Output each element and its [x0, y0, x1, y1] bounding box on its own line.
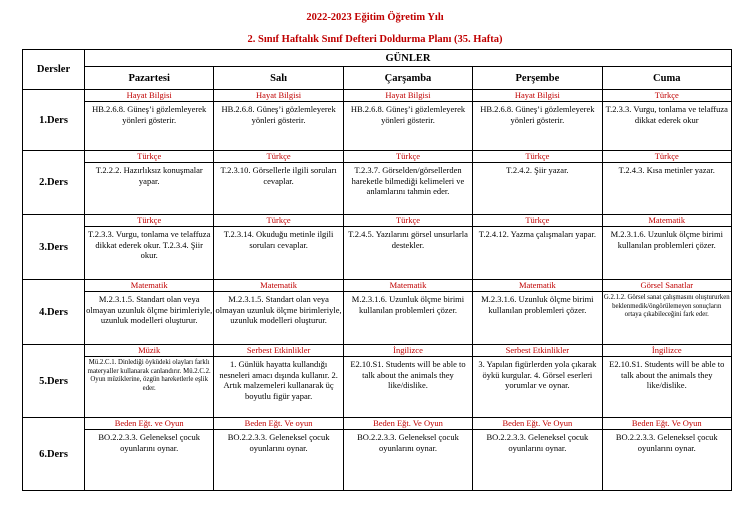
subject-label: Türkçe: [473, 215, 601, 227]
subject-label: Matematik: [473, 280, 601, 292]
objective-text: HB.2.6.8. Güneş’i gözlemleyerek yönleri gösterir.: [221, 104, 336, 125]
plan-cell: [602, 280, 731, 345]
objective-text: T.2.2.2. Hazırlıksız konuşmalar yapar.: [95, 165, 203, 186]
objective-text: T.2.3.7. Görselden/görsellerden hareketle bilmediği kelimeleri ve anlamlarını tahmin eder.: [351, 165, 465, 196]
objective-text: M.2.3.1.6. Uzunluk ölçme birimi kullanılan problemleri çözer.: [351, 294, 465, 315]
objective-text: HB.2.6.8. Güneş’i gözlemleyerek yönleri gösterir.: [350, 104, 466, 125]
plan-cell: [343, 151, 472, 215]
plan-cell: [85, 151, 214, 215]
objective-text: T.2.3.10. Görsellerle ilgili soruları cevaplar.: [220, 165, 337, 186]
subject-label: Türkçe: [214, 215, 342, 227]
objective-text: T.2.3.3. Vurgu, tonlama ve telaffuza dikkat ederek okur: [605, 104, 728, 125]
objective-text: T.2.4.12. Yazma çalışmaları yapar.: [478, 229, 596, 239]
objective-text: M.2.3.1.6. Uzunluk ölçme birimi kullanılan problemleri çözer.: [610, 229, 723, 250]
objective-text: G.2.1.2. Görsel sanat çalışmasını oluştururken beklenmedik/öngörülemeyen sonuçların ortaya çıkabileceğini fark eder.: [603, 294, 730, 319]
plan-cell: [343, 90, 472, 151]
plan-cell: [473, 280, 602, 345]
lesson-row: [23, 418, 732, 491]
subject-label: Türkçe: [603, 90, 731, 102]
subject-label: Matematik: [603, 215, 731, 227]
day-header: Çarşamba: [343, 67, 472, 90]
plan-cell: [602, 90, 731, 151]
subject-label: Türkçe: [85, 215, 213, 227]
plan-cell: [473, 418, 602, 491]
lesson-label: 4.Ders: [23, 280, 85, 345]
plan-cell: [85, 280, 214, 345]
plan-cell: [602, 151, 731, 215]
lesson-label: 1.Ders: [23, 90, 85, 151]
objective-text: BO.2.2.3.3. Geleneksel çocuk oyunlarını oynar.: [486, 432, 589, 453]
subject-label: Beden Eğt. ve Oyun: [85, 418, 213, 430]
plan-cell: [214, 90, 343, 151]
plan-cell: [214, 418, 343, 491]
objective-text: HB.2.6.8. Güneş’i gözlemleyerek yönleri gösterir.: [92, 104, 207, 125]
objective-text: Mü.2.C.1. Dinlediği öyküdeki olayları farklı materyaller kullanarak canlandırır. Mü.2.C.2. Oyun müziklerine, özgün hareketlerle eşlik eder.: [87, 359, 211, 392]
subject-label: Serbest Etkinlikler: [473, 345, 601, 357]
plan-cell: [214, 215, 343, 280]
lesson-row: [23, 345, 732, 418]
subject-label: Beden Eğt. Ve Oyun: [473, 418, 601, 430]
subject-label: Türkçe: [85, 151, 213, 163]
objective-text: M.2.3.1.6. Uzunluk ölçme birimi kullanılan problemleri çözer.: [481, 294, 594, 315]
objective-text: T.2.4.5. Yazılarını görsel unsurlarla destekler.: [348, 229, 468, 250]
day-header: Cuma: [602, 67, 731, 90]
lesson-row: [23, 151, 732, 215]
objective-text: T.2.3.3. Vurgu, tonlama ve telaffuza dikkat ederek okur. T.2.3.4. Şiir okur.: [88, 229, 211, 260]
plan-cell: [214, 280, 343, 345]
plan-cell: [343, 280, 472, 345]
plan-cell: [602, 215, 731, 280]
objective-text: T.2.4.2. Şiir yazar.: [506, 165, 569, 175]
plan-cell: [473, 90, 602, 151]
subject-label: Hayat Bilgisi: [85, 90, 213, 102]
objective-text: BO.2.2.3.3. Geleneksel çocuk oyunlarını oynar.: [615, 432, 718, 453]
page-subtitle: 2. Sınıf Haftalık Sınıf Defteri Doldurma Planı (35. Hafta): [247, 34, 503, 45]
plan-cell: [85, 345, 214, 418]
objective-text: E2.10.S1. Students will be able to talk about the animals they like/dislike.: [350, 359, 466, 390]
subject-label: Hayat Bilgisi: [344, 90, 472, 102]
plan-cell: [473, 151, 602, 215]
objective-text: E2.10.S1. Students will be able to talk about the animals they like/dislike.: [609, 359, 725, 390]
subject-label: Müzik: [85, 345, 213, 357]
objective-text: T.2.3.14. Okuduğu metinle ilgili soruları cevaplar.: [223, 229, 334, 250]
plan-cell: [85, 418, 214, 491]
page-title: 2022-2023 Eğitim Öğretim Yılı: [306, 12, 444, 23]
lesson-label: 3.Ders: [23, 215, 85, 280]
plan-cell: [602, 345, 731, 418]
subject-label: Serbest Etkinlikler: [214, 345, 342, 357]
subject-label: Beden Eğt. Ve Oyun: [344, 418, 472, 430]
subject-label: Beden Eğt. Ve Oyun: [603, 418, 731, 430]
objective-text: 3. Yapılan figürlerden yola çıkarak öykü kurgular. 4. Görsel eserleri yorumlar ve oynar.: [478, 359, 597, 390]
plan-cell: [473, 215, 602, 280]
dersler-header: Dersler: [23, 50, 85, 90]
lesson-label: 5.Ders: [23, 345, 85, 418]
plan-cell: [602, 418, 731, 491]
plan-cell: [214, 345, 343, 418]
lesson-row: [23, 215, 732, 280]
objective-text: HB.2.6.8. Güneş’i gözlemleyerek yönleri gösterir.: [480, 104, 595, 125]
objective-text: BO.2.2.3.3. Geleneksel çocuk oyunlarını oynar.: [98, 432, 201, 453]
subject-label: Matematik: [214, 280, 342, 292]
plan-cell: [343, 215, 472, 280]
subject-label: Türkçe: [473, 151, 601, 163]
subject-label: Türkçe: [344, 215, 472, 227]
objective-text: M.2.3.1.5. Standart olan veya olmayan uzunluk ölçme birimleriyle, uzunluk modelleri oluşturur.: [86, 294, 213, 325]
objective-text: T.2.4.3. Kısa metinler yazar.: [618, 165, 715, 175]
day-header: Pazartesi: [85, 67, 214, 90]
plan-cell: [473, 345, 602, 418]
day-header: Perşembe: [473, 67, 602, 90]
lesson-row: [23, 90, 732, 151]
weekly-plan-table: [22, 49, 732, 491]
plan-cell: [85, 90, 214, 151]
subject-label: Türkçe: [344, 151, 472, 163]
lesson-row: [23, 280, 732, 345]
lesson-label: 2.Ders: [23, 151, 85, 215]
objective-text: BO.2.2.3.3. Geleneksel çocuk oyunlarını oynar.: [227, 432, 330, 453]
subject-label: Beden Eğt. Ve oyun: [214, 418, 342, 430]
plan-cell: [343, 345, 472, 418]
plan-cell: [343, 418, 472, 491]
plan-cell: [85, 215, 214, 280]
objective-text: M.2.3.1.5. Standart olan veya olmayan uzunluk ölçme birimleriyle, uzunluk modelleri oluşturur.: [215, 294, 342, 325]
objective-text: 1. Günlük hayatta kullandığı nesneleri amacı dışında kullanır. 2. Artık malzemeleri kullanarak üç boyutlu figür yapar.: [219, 359, 338, 401]
gunler-header: GÜNLER: [85, 50, 732, 67]
subject-label: İngilizce: [344, 345, 472, 357]
objective-text: BO.2.2.3.3. Geleneksel çocuk oyunlarını oynar.: [357, 432, 459, 453]
day-header: Salı: [214, 67, 343, 90]
subject-label: Hayat Bilgisi: [214, 90, 342, 102]
lesson-label: 6.Ders: [23, 418, 85, 491]
subject-label: Türkçe: [214, 151, 342, 163]
subject-label: Matematik: [344, 280, 472, 292]
subject-label: Türkçe: [603, 151, 731, 163]
subject-label: Hayat Bilgisi: [473, 90, 601, 102]
subject-label: Görsel Sanatlar: [603, 280, 731, 292]
plan-cell: [214, 151, 343, 215]
subject-label: Matematik: [85, 280, 213, 292]
subject-label: İngilizce: [603, 345, 731, 357]
